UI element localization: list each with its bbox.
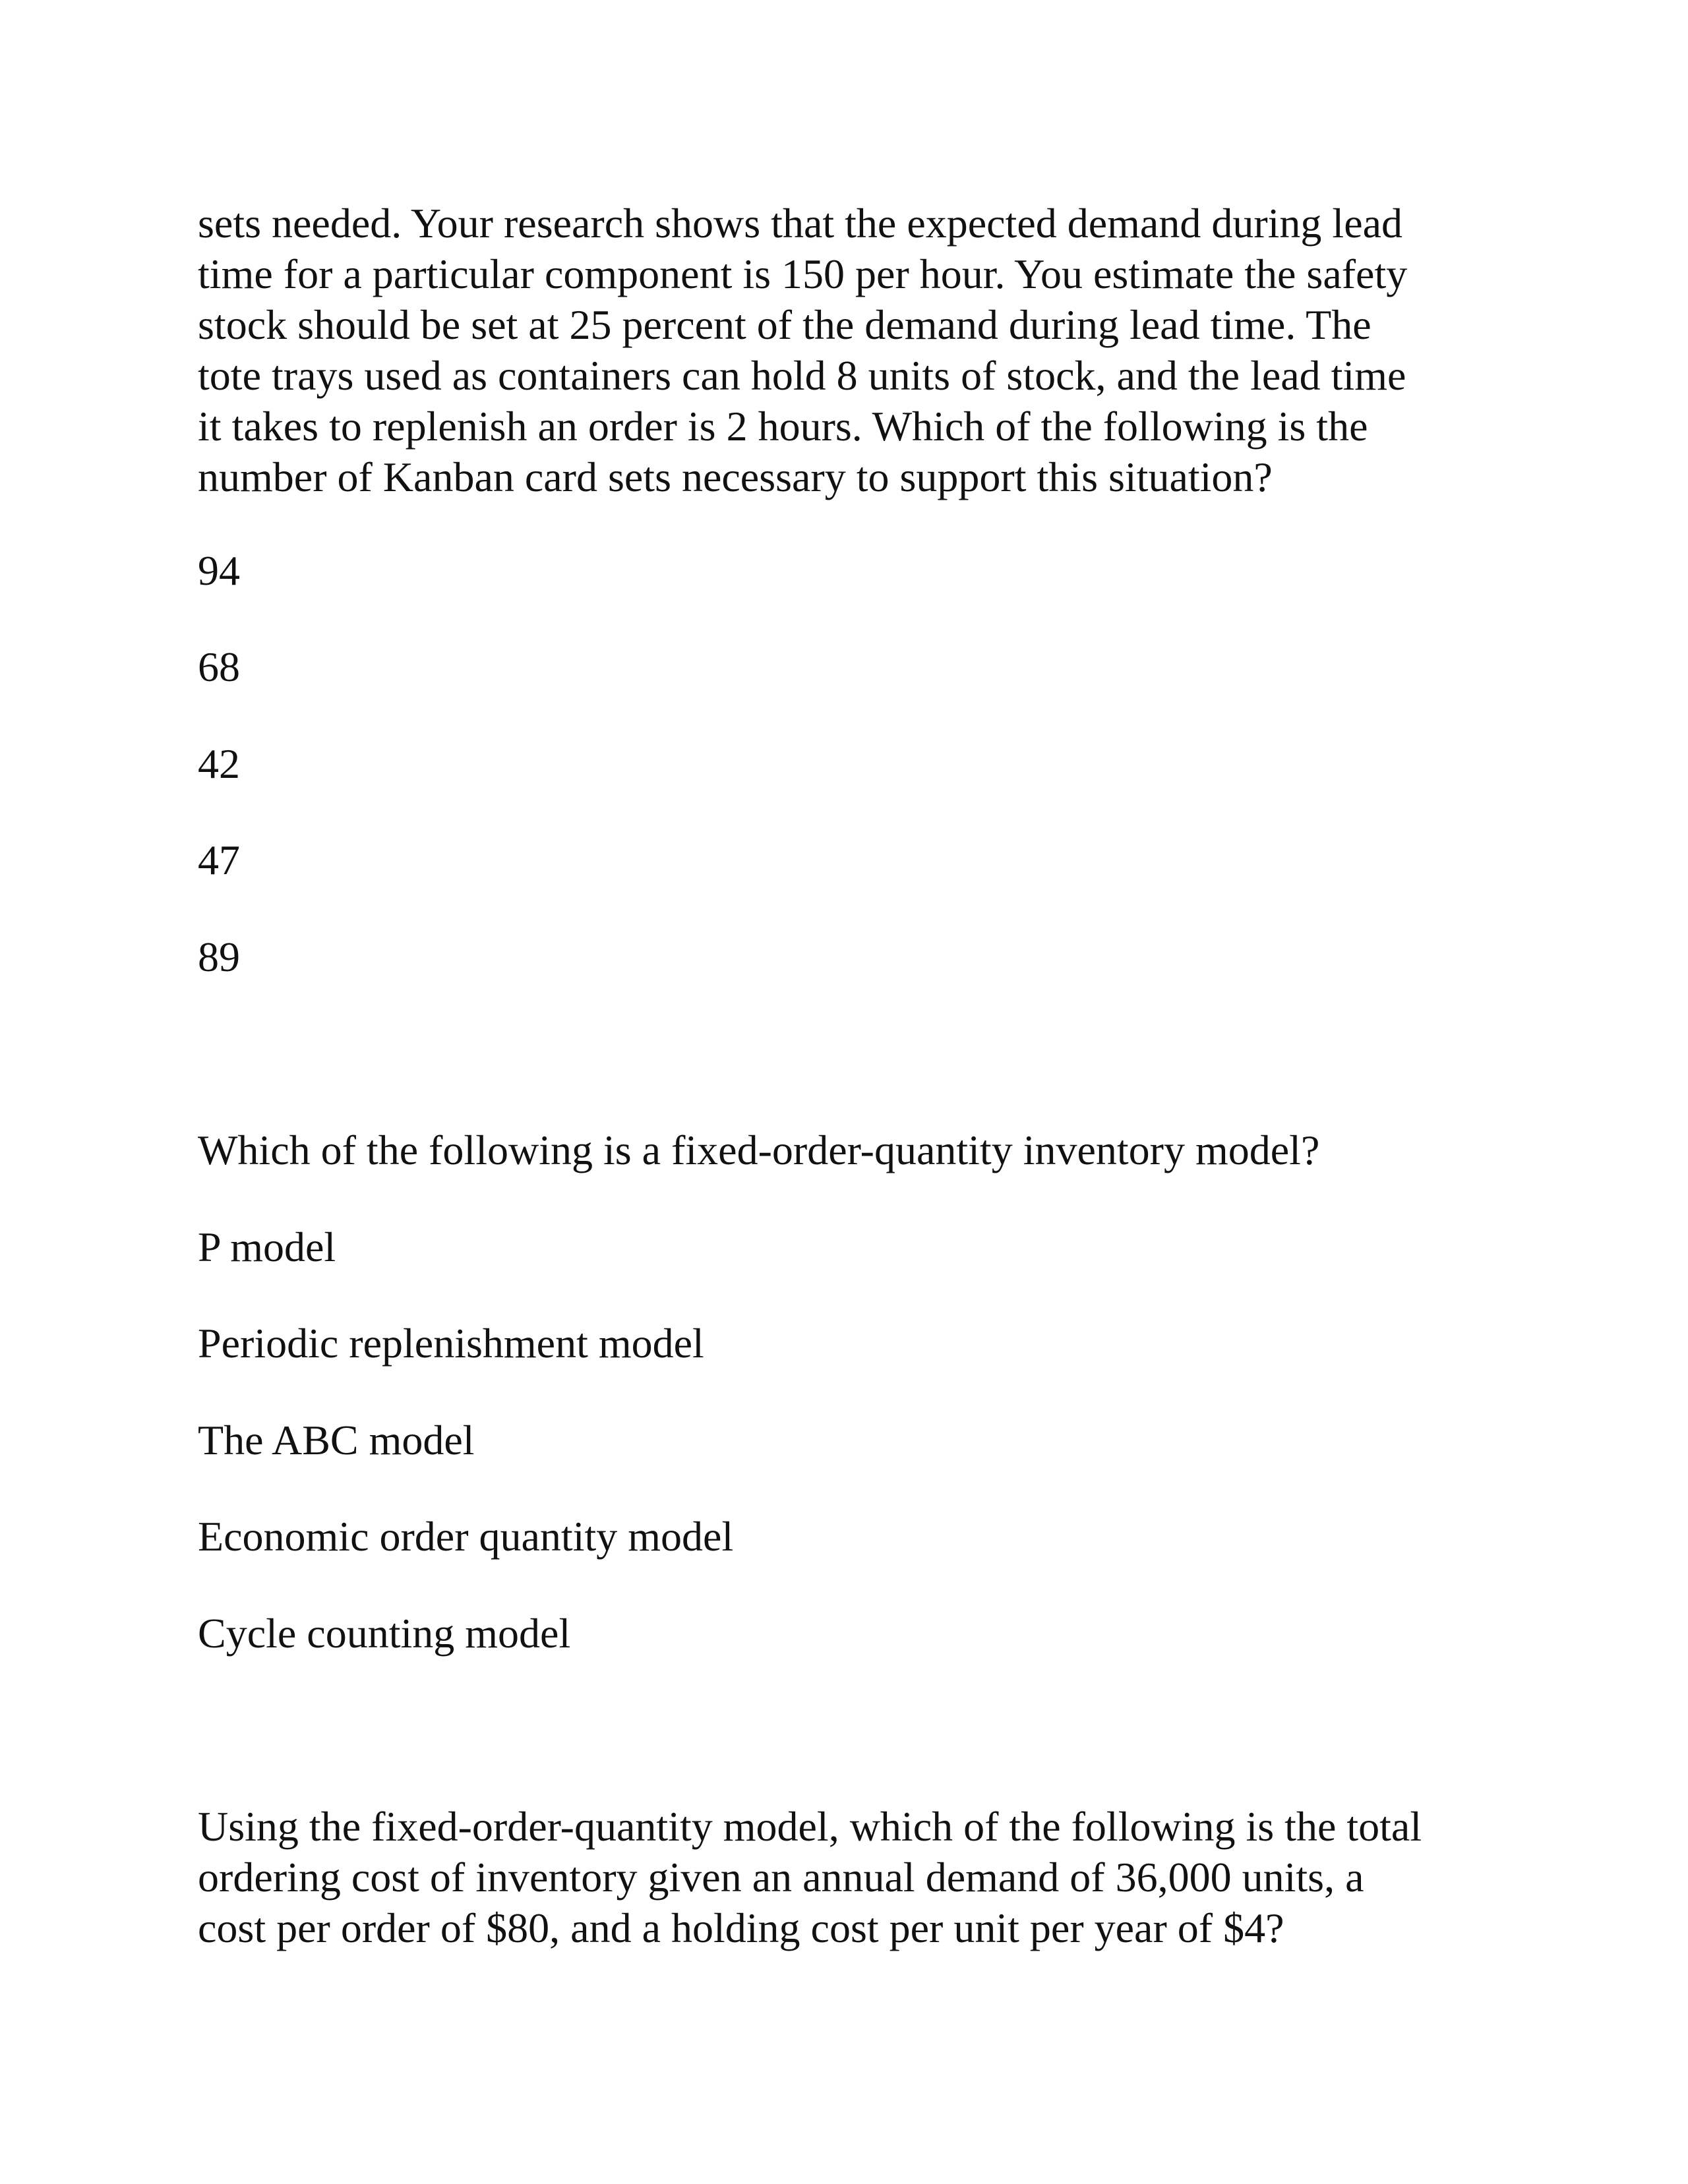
question-3-line: cost per order of $80, and a holding cost per unit per year of $4? <box>198 1904 1284 1951</box>
document-page <box>198 0 1517 2184</box>
question-1-text <box>198 198 1517 502</box>
question-2-text: Which of the following is a fixed-order-quantity inventory model? <box>198 1127 1320 1173</box>
question-1-line: sets needed. Your research shows that the expected demand during lead <box>198 200 1402 247</box>
question-2-option: Cycle counting model <box>198 1610 571 1657</box>
question-1-line: it takes to replenish an order is 2 hours. Which of the following is the <box>198 403 1368 450</box>
question-1-option: 47 <box>198 837 240 883</box>
question-2-option: P model <box>198 1224 336 1270</box>
question-2-option: The ABC model <box>198 1417 475 1463</box>
question-1-line: time for a particular component is 150 per hour. You estimate the safety <box>198 251 1408 297</box>
question-1-line: tote trays used as containers can hold 8 units of stock, and the lead time <box>198 352 1406 399</box>
question-3-line: ordering cost of inventory given an annual demand of 36,000 units, a <box>198 1854 1364 1901</box>
question-3-line: Using the fixed-order-quantity model, which of the following is the total <box>198 1803 1422 1850</box>
question-1-line: number of Kanban card sets necessary to support this situation? <box>198 454 1273 500</box>
question-3-text <box>198 1801 1517 1953</box>
question-2-option: Periodic replenishment model <box>198 1320 704 1367</box>
question-1-line: stock should be set at 25 percent of the demand during lead time. The <box>198 301 1372 348</box>
question-1-option: 94 <box>198 547 240 594</box>
question-2-option: Economic order quantity model <box>198 1513 734 1560</box>
question-1-option: 89 <box>198 933 240 980</box>
question-1-option: 42 <box>198 740 240 787</box>
question-1-option: 68 <box>198 643 240 690</box>
